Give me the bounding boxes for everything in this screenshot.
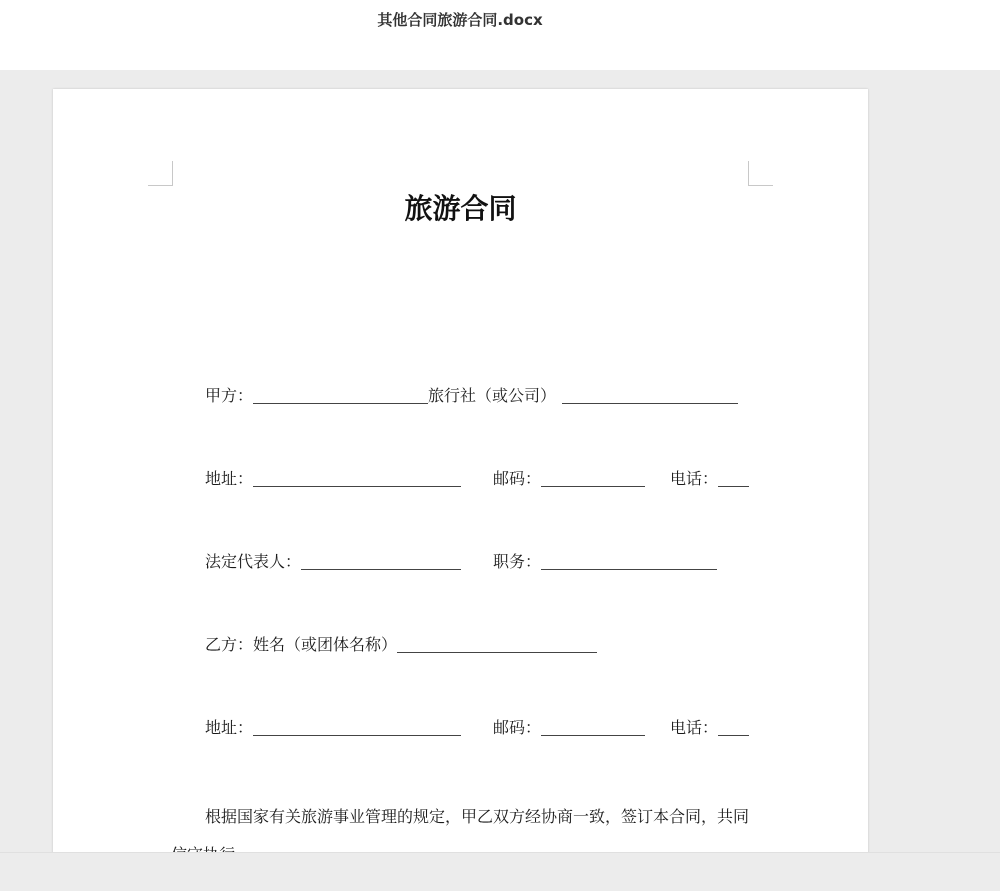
zip-a-label: 邮码：: [493, 469, 542, 488]
party-b-line: [205, 635, 597, 655]
zip-b-blank: [541, 719, 645, 736]
party-a-line: [205, 386, 738, 406]
document-page[interactable]: [53, 89, 868, 890]
agency-label: 旅行社（或公司）: [428, 386, 557, 405]
document-filename: 其他合同旅游合同.docx: [377, 11, 543, 29]
phone-b-blank: [718, 719, 749, 736]
document-heading: 旅游合同: [404, 192, 517, 225]
margin-corner-top-left: [148, 161, 173, 186]
phone-a-label: 电话：: [670, 469, 719, 488]
party-b-blank: [397, 636, 597, 653]
address-a-line: [205, 469, 749, 489]
party-a-name-blank: [253, 387, 428, 404]
address-a-label: 地址：: [205, 469, 254, 488]
legal-rep-line: [205, 552, 717, 572]
address-b-blank: [253, 719, 461, 736]
title-bar: [0, 0, 1000, 70]
legal-rep-blank: [301, 553, 461, 570]
zip-b-label: 邮码：: [493, 718, 542, 737]
address-b-line: [205, 718, 749, 738]
agency-name-blank: [562, 387, 738, 404]
phone-b-label: 电话：: [670, 718, 719, 737]
title-blank: [541, 553, 717, 570]
party-b-label: 乙方：姓名（或团体名称）: [205, 635, 398, 654]
address-b-label: 地址：: [205, 718, 254, 737]
party-a-label: 甲方：: [205, 386, 254, 405]
margin-corner-top-right: [748, 161, 773, 186]
zip-a-blank: [541, 470, 645, 487]
body-paragraph: 根据国家有关旅游事业管理的规定，甲乙双方经协商一致，签订本合同，共同: [205, 807, 750, 826]
legal-rep-label: 法定代表人：: [205, 552, 302, 571]
phone-a-blank: [718, 470, 749, 487]
address-a-blank: [253, 470, 461, 487]
title-label: 职务：: [493, 552, 542, 571]
bottom-bar: [0, 852, 1000, 891]
